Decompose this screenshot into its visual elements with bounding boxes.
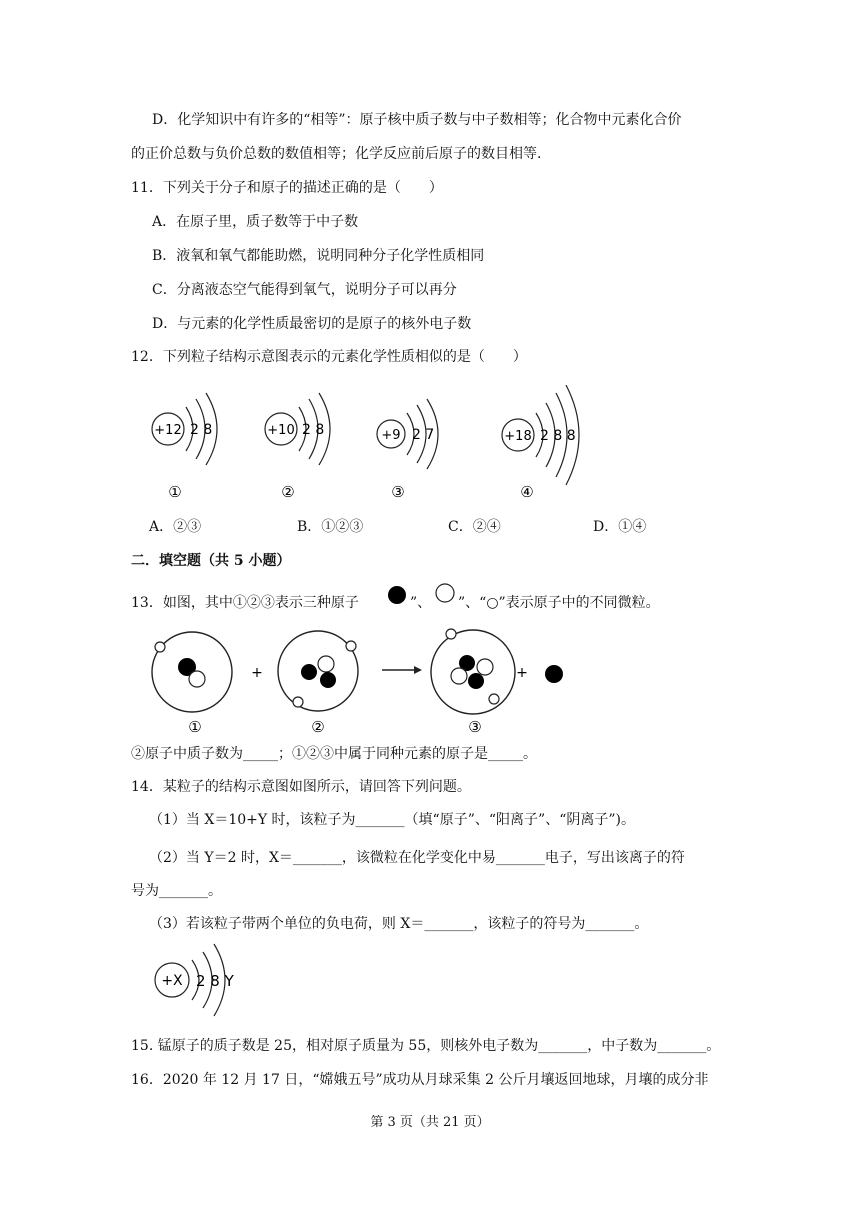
q14-shells: 2 8 Y — [196, 972, 234, 990]
q14-part2-line2: 号为_______。 — [131, 883, 222, 899]
atom-2-shells: 2 8 — [302, 422, 325, 438]
reaction-arrow — [382, 666, 422, 674]
atom-1-label: ① — [168, 483, 182, 501]
white-ball-icon — [433, 582, 457, 606]
atom-3-label: ③ — [468, 718, 482, 736]
atom-diagram-2 — [265, 393, 330, 501]
page-footer: 第 3 页（共 21 页） — [370, 1115, 490, 1130]
q12-option-b: B．①②③ — [297, 519, 364, 535]
q11-option-d: D．与元素的化学性质最密切的是原子的核外电子数 — [152, 316, 472, 332]
plus-sign-1: + — [251, 665, 263, 681]
q13-reaction-diagram — [0, 626, 860, 736]
q12-atom-diagrams — [0, 385, 860, 505]
q12-option-d: D．①④ — [593, 519, 647, 535]
atom-2-label: ② — [281, 483, 295, 501]
q14-nucleus: +X — [161, 973, 183, 989]
black-ball-icon — [386, 584, 410, 608]
q13-stem-part1: 13．如图，其中①②③表示三种原子 — [131, 595, 359, 611]
q12-stem: 12．下列粒子结构示意图表示的元素化学性质相似的是（ ） — [131, 349, 527, 365]
q11-option-a: A．在原子里，质子数等于中子数 — [152, 214, 359, 230]
atom-diagram-3 — [377, 399, 438, 501]
q14-part3: （3）若该粒子带两个单位的负电荷，则 X＝_______，该粒子的符号为_______。 — [149, 916, 649, 932]
atom-4-label: ④ — [520, 483, 534, 501]
atom-diagram-4 — [502, 385, 579, 501]
q12-option-c: C．②④ — [448, 519, 501, 535]
plus-sign-2: + — [516, 665, 528, 681]
atom-2-nucleus: +10 — [267, 423, 295, 438]
atom-1-label: ① — [188, 718, 202, 736]
atom-1-nucleus: +12 — [154, 423, 182, 438]
q13-stem-part2: ”、 — [410, 595, 432, 611]
q14-part2-line1: （2）当 Y＝2 时，X＝_______，该微粒在化学变化中易_______电子，写出该离子的符 — [149, 850, 685, 866]
product-black-ball — [545, 665, 563, 683]
q16-stem: 16．2020 年 12 月 17 日，“嫦娥五号”成功从月球采集 2 公斤月壤返回地球，月壤的成分非 — [131, 1072, 709, 1088]
q10-option-d-line2: 的正价总数与负价总数的数值相等；化学反应前后原子的数目相等. — [131, 146, 542, 162]
q10-option-d-line1: D．化学知识中有许多的“相等”：原子核中质子数与中子数相等；化合物中元素化合价 — [152, 112, 682, 128]
q13-answer-line: ②原子中质子数为_____；①②③中属于同种元素的原子是_____。 — [131, 746, 537, 762]
q14-particle-diagram — [140, 938, 260, 1018]
section-heading: 二．填空题（共 5 小题） — [131, 553, 291, 569]
atom-diagram-1 — [152, 393, 217, 501]
q11-option-b: B．液氧和氧气都能助燃，说明同种分子化学性质相同 — [152, 248, 485, 264]
q11-stem: 11．下列关于分子和原子的描述正确的是（ ） — [131, 180, 443, 196]
atom-4-shells: 2 8 8 — [540, 428, 576, 444]
atom-3-shells: 2 7 — [412, 427, 435, 443]
atom-4-nucleus: +18 — [504, 429, 532, 444]
atom-3-label: ③ — [391, 483, 405, 501]
atom-3 — [431, 629, 515, 736]
q12-option-a: A．②③ — [149, 519, 202, 535]
q15-stem: 15. 锰原子的质子数是 25，相对原子质量为 55，则核外电子数为_______，中子数为_______。 — [131, 1038, 721, 1054]
q11-option-c: C．分离液态空气能得到氧气，说明分子可以再分 — [152, 282, 457, 298]
atom-1 — [152, 632, 232, 736]
q14-part1: （1）当 X＝10+Y 时，该粒子为_______（填“原子”、“阳离子”、“阴离子”)。 — [149, 812, 635, 828]
atom-2 — [278, 631, 358, 736]
atom-2-label: ② — [311, 718, 325, 736]
atom-1-shells: 2 8 — [190, 422, 213, 438]
q14-stem: 14．某粒子的结构示意图如图所示，请回答下列问题。 — [131, 779, 471, 795]
atom-3-nucleus: +9 — [381, 428, 401, 443]
q13-stem-part3: ”、“○”表示原子中的不同微粒。 — [458, 595, 660, 611]
